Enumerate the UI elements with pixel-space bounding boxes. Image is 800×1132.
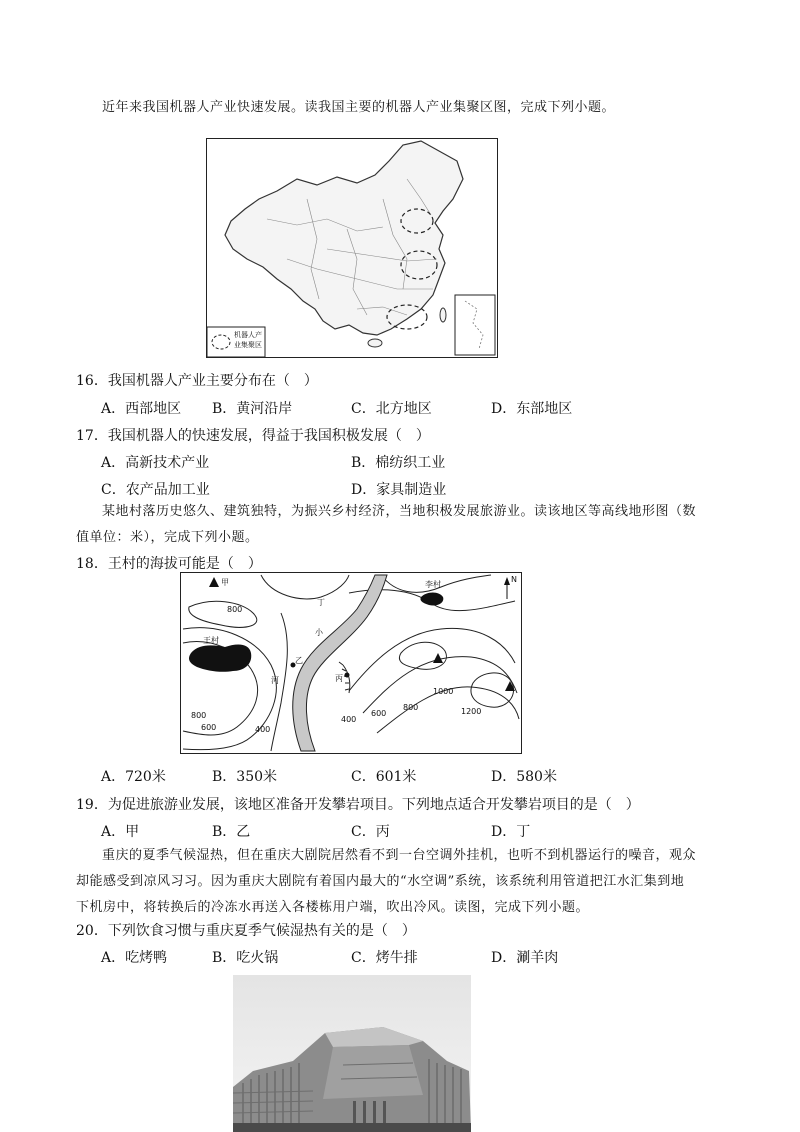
map-legend-label-2: 业集聚区: [234, 341, 262, 349]
q19-option-b[interactable]: B．乙: [212, 824, 251, 840]
q18-option-c[interactable]: C．601米: [351, 769, 417, 785]
q18-option-a[interactable]: A．720米: [101, 769, 166, 785]
contour-label-bing: 丙: [335, 674, 343, 683]
q20-option-d[interactable]: D．涮羊肉: [491, 950, 559, 966]
q19-option-d[interactable]: D．丁: [491, 824, 531, 840]
contour-label-yi: 乙: [295, 656, 303, 665]
question-19-stem: 19．为促进旅游业发展，该地区准备开发攀岩项目。下列地点适合开发攀岩项目的是（ ）: [76, 797, 640, 813]
passage-intro-chongqing-line1: 重庆的夏季气候湿热，但在重庆大剧院居然看不到一台空调外挂机，也听不到机器运行的噪音，观众: [102, 848, 697, 863]
elevation-label: 800: [191, 711, 207, 720]
elevation-label: 800: [227, 605, 243, 614]
question-20-stem: 20．下列饮食习惯与重庆夏季气候湿热有关的是（ ）: [76, 923, 416, 939]
q16-option-d[interactable]: D．东部地区: [491, 401, 573, 417]
elevation-label: 400: [255, 725, 271, 734]
china-robot-cluster-map: [206, 138, 498, 358]
q18-option-b[interactable]: B．350米: [212, 769, 278, 785]
q19-option-c[interactable]: C．丙: [351, 824, 390, 840]
elevation-label: 600: [371, 709, 387, 718]
contour-label-wangcun: 王村: [203, 636, 219, 645]
contour-label-ding: 丁: [317, 598, 325, 607]
elevation-label: 800: [403, 703, 419, 712]
elevation-label: 1200: [461, 707, 482, 716]
q18-option-d[interactable]: D．580米: [491, 769, 557, 785]
q20-option-a[interactable]: A．吃烤鸭: [101, 950, 168, 966]
q17-option-b[interactable]: B．棉纺织工业: [351, 455, 446, 471]
contour-label-licun: 李村: [425, 580, 441, 589]
passage-intro-village-line2: 值单位：米），完成下列小题。: [76, 530, 259, 545]
q20-option-b[interactable]: B．吃火锅: [212, 950, 279, 966]
contour-label-jia: 甲: [221, 578, 229, 587]
passage-intro-chongqing-line3: 下机房中，将转换后的冷冻水再送入各楼栋用户端，吹出冷风。读图，完成下列小题。: [76, 900, 590, 915]
q16-option-a[interactable]: A．西部地区: [101, 401, 182, 417]
question-17-stem: 17．我国机器人的快速发展，得益于我国积极发展（ ）: [76, 428, 430, 444]
q19-option-a[interactable]: A．甲: [101, 824, 140, 840]
passage-intro-robot: 近年来我国机器人产业快速发展。读我国主要的机器人产业集聚区图，完成下列小题。: [102, 100, 616, 115]
elevation-label: 1000: [433, 687, 454, 696]
q17-option-c[interactable]: C．农产品加工业: [101, 482, 210, 498]
q16-option-c[interactable]: C．北方地区: [351, 401, 432, 417]
q20-option-c[interactable]: C．烤牛排: [351, 950, 418, 966]
contour-topographic-map: [180, 572, 522, 754]
question-18-stem: 18．王村的海拔可能是（ ）: [76, 556, 262, 572]
q16-option-b[interactable]: B．黄河沿岸: [212, 401, 293, 417]
passage-intro-village-line1: 某地村落历史悠久、建筑独特，为振兴乡村经济，当地积极发展旅游业。读该地区等高线地形图（数: [102, 504, 697, 519]
river-label-1: 小: [315, 628, 323, 637]
elevation-label: 600: [201, 723, 217, 732]
q17-option-a[interactable]: A．高新技术产业: [101, 455, 210, 471]
passage-intro-chongqing-line2: 却能感受到凉风习习。因为重庆大剧院有着国内最大的“水空调”系统，该系统利用管道把江水汇集到地: [76, 874, 685, 889]
elevation-label: 400: [341, 715, 357, 724]
question-16-stem: 16．我国机器人产业主要分布在（ ）: [76, 373, 318, 389]
river-label-2: 河: [271, 676, 279, 685]
map-legend-label-1: 机器人产: [234, 331, 262, 339]
q17-option-d[interactable]: D．家具制造业: [351, 482, 447, 498]
north-arrow-label: N: [511, 575, 517, 584]
chongqing-grand-theatre-photo: [233, 975, 471, 1132]
